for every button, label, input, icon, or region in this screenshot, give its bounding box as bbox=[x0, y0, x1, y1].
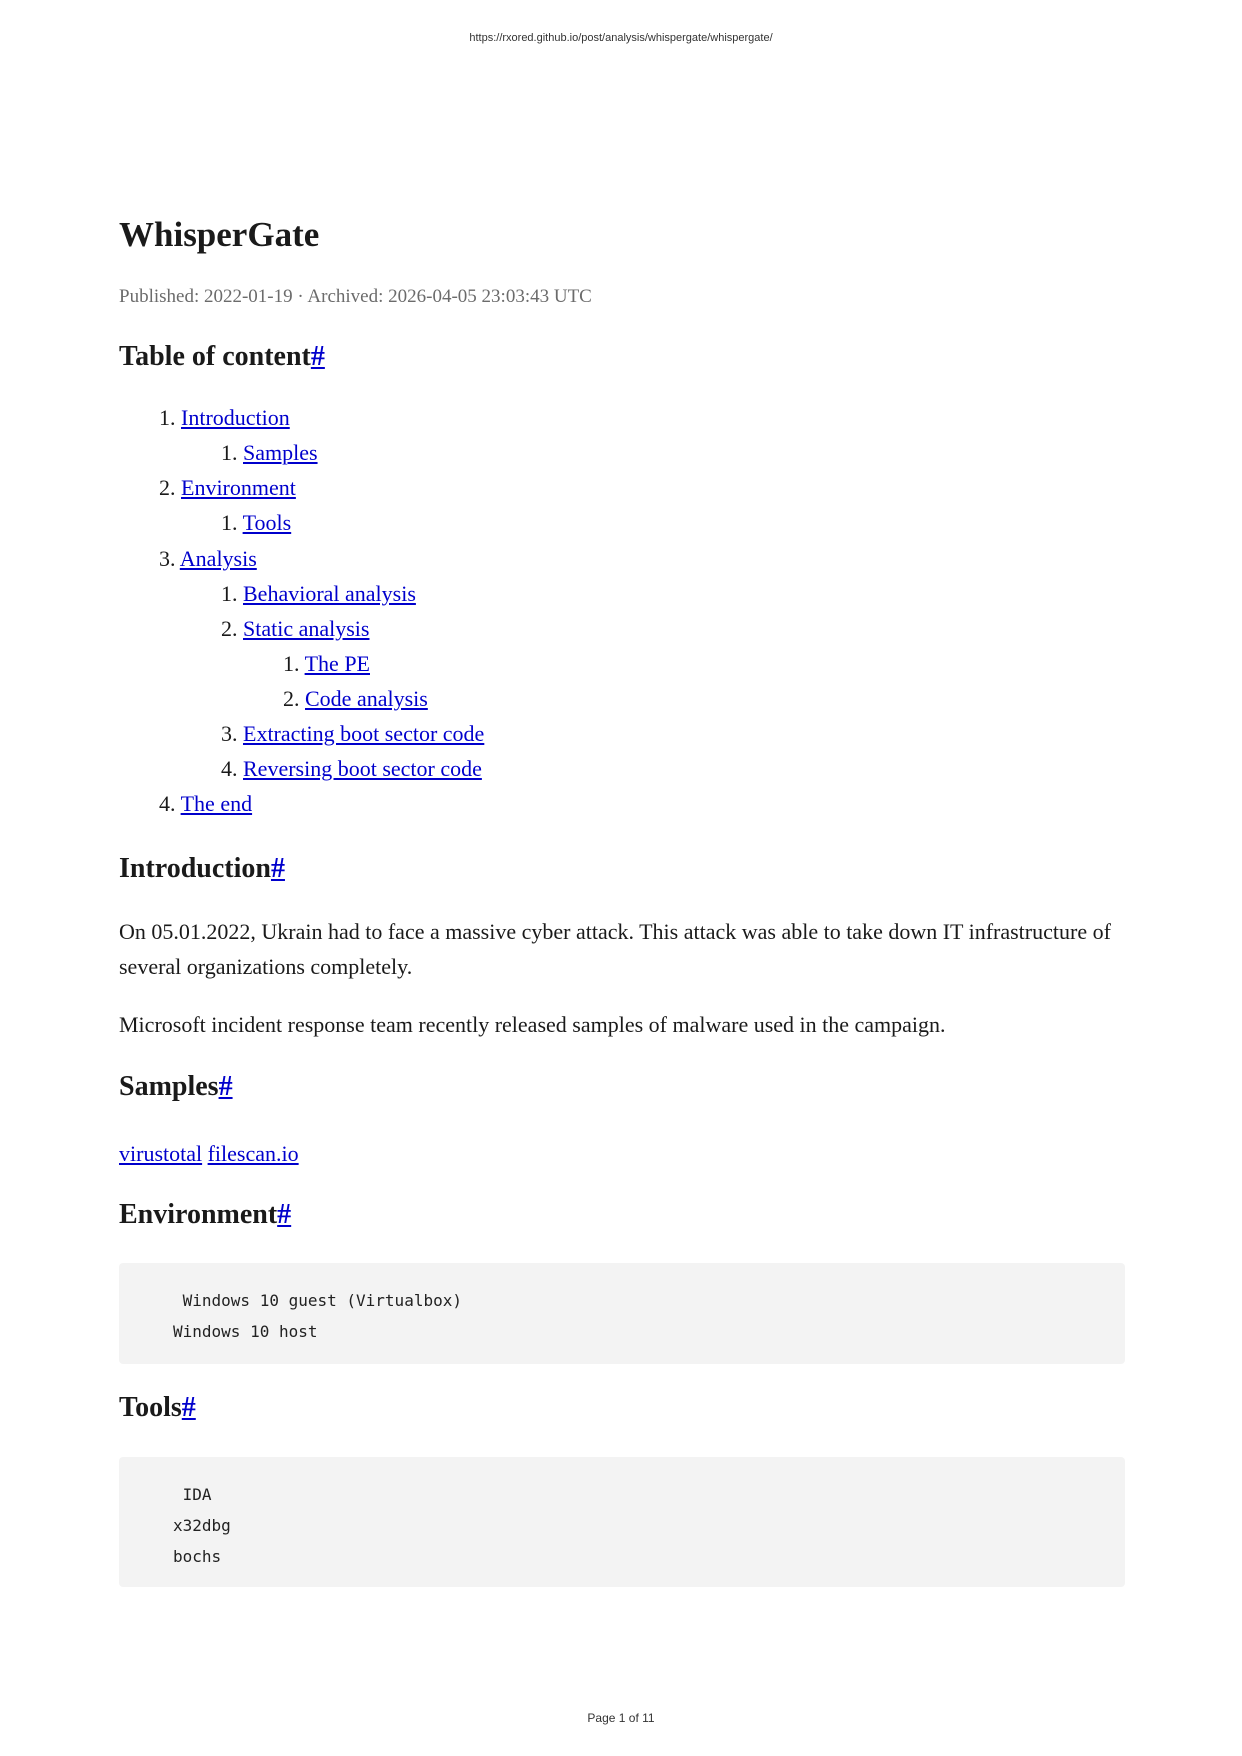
toc-item-samples: 1. Samples bbox=[221, 440, 318, 465]
tools-anchor-link[interactable]: # bbox=[181, 1392, 196, 1423]
toc-item-code-analysis: 2. Code analysis bbox=[283, 686, 428, 711]
tools-heading-text: Tools bbox=[119, 1392, 182, 1423]
toc-item-analysis: 3. Analysis bbox=[159, 546, 257, 571]
toc-item-environment: 2. Environment bbox=[159, 475, 296, 500]
toc-item-tools: 1. Tools bbox=[221, 510, 292, 535]
toc-item-the-pe: 1. The PE bbox=[283, 651, 370, 676]
toc-item-reversing-boot-sector-code: 4. Reversing boot sector code bbox=[221, 756, 482, 781]
introduction-heading bbox=[119, 851, 285, 887]
samples-heading bbox=[119, 1069, 233, 1105]
toc-item-introduction: 1. Introduction bbox=[159, 405, 290, 430]
introduction-anchor-link[interactable]: # bbox=[270, 853, 285, 884]
toc-link-the-pe[interactable]: The PE bbox=[304, 651, 370, 676]
filescan-link[interactable]: filescan.io bbox=[207, 1141, 299, 1166]
publish-meta: Published: 2022-01-19 · Archived: 2026-04-05 23:03:43 UTC bbox=[119, 286, 592, 307]
toc-link-the-end[interactable]: The end bbox=[180, 791, 253, 816]
introduction-paragraph-2: Microsoft incident response team recently released samples of malware used in the campaign. bbox=[119, 1012, 946, 1037]
toc-item-the-end: 4. The end bbox=[159, 791, 253, 816]
samples-heading-text: Samples bbox=[119, 1071, 219, 1102]
page-title: WhisperGate bbox=[119, 215, 320, 254]
environment-code-block: Windows 10 guest (Virtualbox) Windows 10 host bbox=[119, 1263, 1125, 1364]
toc-link-behavioral-analysis[interactable]: Behavioral analysis bbox=[243, 581, 416, 606]
toc-item-behavioral-analysis: 1. Behavioral analysis bbox=[221, 581, 416, 606]
toc-heading bbox=[119, 339, 325, 375]
page-number: Page 1 of 11 bbox=[587, 1711, 655, 1725]
toc-link-environment[interactable]: Environment bbox=[181, 475, 296, 500]
toc-item-static-analysis: 2. Static analysis bbox=[221, 616, 370, 641]
toc-link-extracting-boot-sector-code[interactable]: Extracting boot sector code bbox=[243, 721, 485, 746]
toc-link-introduction[interactable]: Introduction bbox=[181, 405, 290, 430]
introduction-paragraph-1: On 05.01.2022, Ukrain had to face a massive cyber attack. This attack was able to take down IT infrastructure of several organizations completely. bbox=[119, 919, 1111, 979]
virustotal-link[interactable]: virustotal bbox=[119, 1141, 203, 1166]
introduction-heading-text: Introduction bbox=[119, 853, 271, 884]
page-url: https://rxored.github.io/post/analysis/whispergate/whispergate/ bbox=[469, 32, 773, 44]
toc-link-samples[interactable]: Samples bbox=[243, 440, 318, 465]
samples-anchor-link[interactable]: # bbox=[218, 1071, 233, 1102]
environment-heading bbox=[119, 1197, 291, 1233]
environment-heading-text: Environment bbox=[119, 1199, 278, 1230]
toc-link-analysis[interactable]: Analysis bbox=[179, 546, 257, 571]
tools-code-block: IDA x32dbg bochs bbox=[119, 1457, 1125, 1587]
toc-link-reversing-boot-sector-code[interactable]: Reversing boot sector code bbox=[243, 756, 482, 781]
toc-link-static-analysis[interactable]: Static analysis bbox=[243, 616, 370, 641]
toc-heading-text: Table of content bbox=[119, 341, 311, 372]
tools-heading bbox=[119, 1390, 196, 1426]
toc-link-tools[interactable]: Tools bbox=[242, 510, 292, 535]
environment-anchor-link[interactable]: # bbox=[277, 1199, 292, 1230]
samples-links bbox=[119, 1139, 299, 1169]
toc-link-code-analysis[interactable]: Code analysis bbox=[305, 686, 428, 711]
toc-anchor-link[interactable]: # bbox=[310, 341, 325, 372]
toc-item-extracting-boot-sector-code: 3. Extracting boot sector code bbox=[221, 721, 485, 746]
